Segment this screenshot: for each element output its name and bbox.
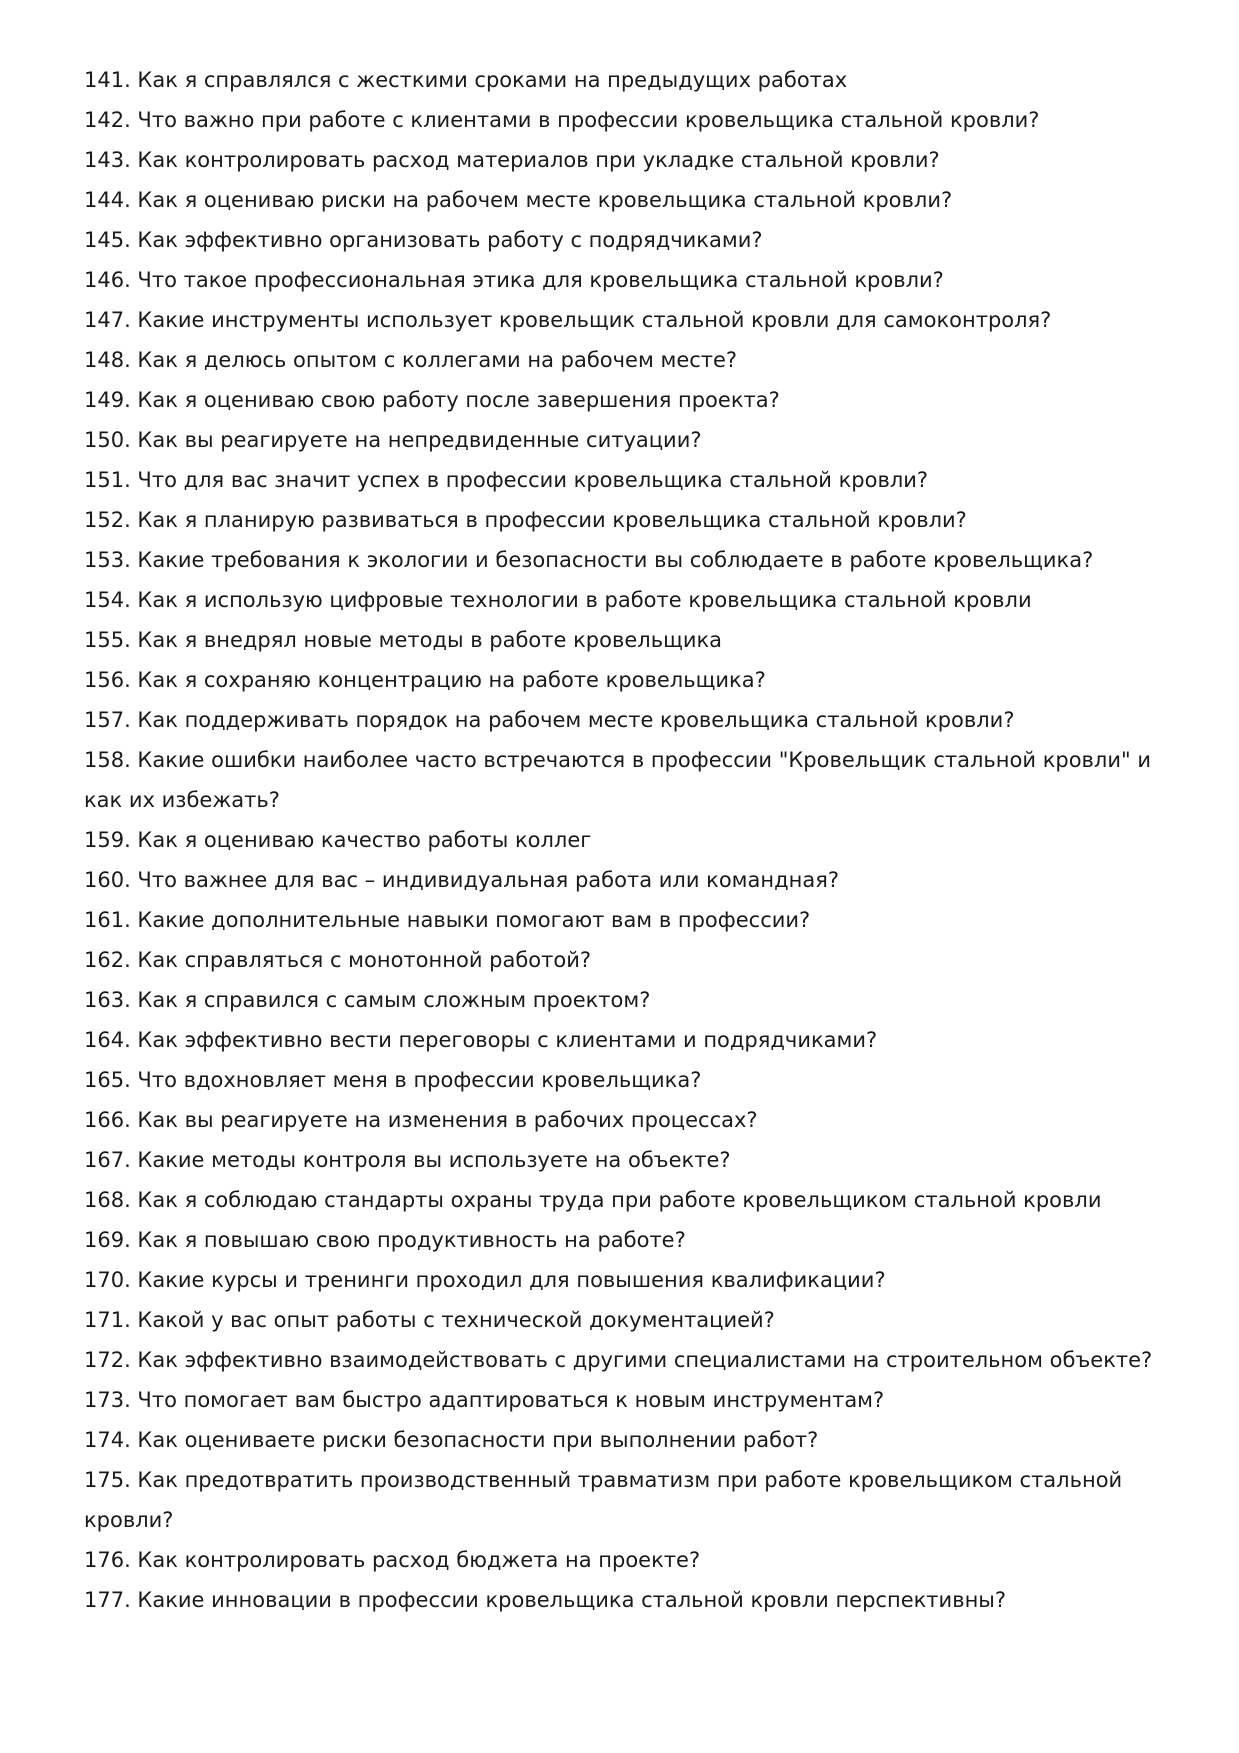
list-item: 157. Как поддерживать порядок на рабочем месте кровельщика стальной кровли?: [84, 708, 1015, 732]
list-item: 147. Какие инструменты использует кровельщик стальной кровли для самоконтроля?: [84, 308, 1052, 332]
list-item: 148. Как я делюсь опытом с коллегами на рабочем месте?: [84, 348, 738, 372]
list-item: 144. Как я оцениваю риски на рабочем месте кровельщика стальной кровли?: [84, 188, 953, 212]
list-item: 173. Что помогает вам быстро адаптироваться к новым инструментам?: [84, 1388, 885, 1412]
list-item: 146. Что такое профессиональная этика для кровельщика стальной кровли?: [84, 268, 944, 292]
list-item: 163. Как я справился с самым сложным проектом?: [84, 988, 651, 1012]
list-item: 167. Какие методы контроля вы используете на объекте?: [84, 1148, 731, 1172]
list-item: 166. Как вы реагируете на изменения в рабочих процессах?: [84, 1108, 758, 1132]
list-item: 153. Какие требования к экологии и безопасности вы соблюдаете в работе кровельщика?: [84, 548, 1094, 572]
list-item: 172. Как эффективно взаимодействовать с другими специалистами на строительном объекте?: [84, 1348, 1153, 1372]
list-item: 142. Что важно при работе с клиентами в профессии кровельщика стальной кровли?: [84, 108, 1040, 132]
list-item: 159. Как я оцениваю качество работы коллег: [84, 828, 592, 852]
list-item: 176. Как контролировать расход бюджета на проекте?: [84, 1548, 701, 1572]
list-item: 164. Как эффективно вести переговоры с клиентами и подрядчиками?: [84, 1028, 878, 1052]
list-item: 141. Как я справлялся с жесткими сроками на предыдущих работах: [84, 68, 848, 92]
list-item: 152. Как я планирую развиваться в профессии кровельщика стальной кровли?: [84, 508, 967, 532]
list-item: 175. Как предотвратить производственный травматизм при работе кровельщиком стальной кровли?: [84, 1468, 1123, 1532]
list-item: 177. Какие инновации в профессии кровельщика стальной кровли перспективны?: [84, 1588, 1007, 1612]
list-item: 155. Как я внедрял новые методы в работе кровельщика: [84, 628, 723, 652]
list-item: 169. Как я повышаю свою продуктивность на работе?: [84, 1228, 686, 1252]
list-item: 149. Как я оцениваю свою работу после завершения проекта?: [84, 388, 780, 412]
list-item: 174. Как оцениваете риски безопасности при выполнении работ?: [84, 1428, 819, 1452]
list-item: 151. Что для вас значит успех в профессии кровельщика стальной кровли?: [84, 468, 929, 492]
list-item: 160. Что важнее для вас – индивидуальная работа или командная?: [84, 868, 840, 892]
list-item: 150. Как вы реагируете на непредвиденные ситуации?: [84, 428, 702, 452]
list-item: 156. Как я сохраняю концентрацию на работе кровельщика?: [84, 668, 766, 692]
list-item: 145. Как эффективно организовать работу с подрядчиками?: [84, 228, 763, 252]
question-list: [84, 60, 1164, 1620]
list-item: 165. Что вдохновляет меня в профессии кровельщика?: [84, 1068, 702, 1092]
list-item: 143. Как контролировать расход материалов при укладке стальной кровли?: [84, 148, 940, 172]
list-item: 162. Как справляться с монотонной работой?: [84, 948, 592, 972]
list-item: 161. Какие дополнительные навыки помогают вам в профессии?: [84, 908, 811, 932]
list-item: 158. Какие ошибки наиболее часто встречаются в профессии "Кровельщик стальной кровли" и как их избежать?: [84, 748, 1151, 812]
list-item: 154. Как я использую цифровые технологии в работе кровельщика стальной кровли: [84, 588, 1032, 612]
list-item: 171. Какой у вас опыт работы с технической документацией?: [84, 1308, 775, 1332]
list-item: 168. Как я соблюдаю стандарты охраны труда при работе кровельщиком стальной кровли: [84, 1188, 1102, 1212]
list-item: 170. Какие курсы и тренинги проходил для повышения квалификации?: [84, 1268, 886, 1292]
